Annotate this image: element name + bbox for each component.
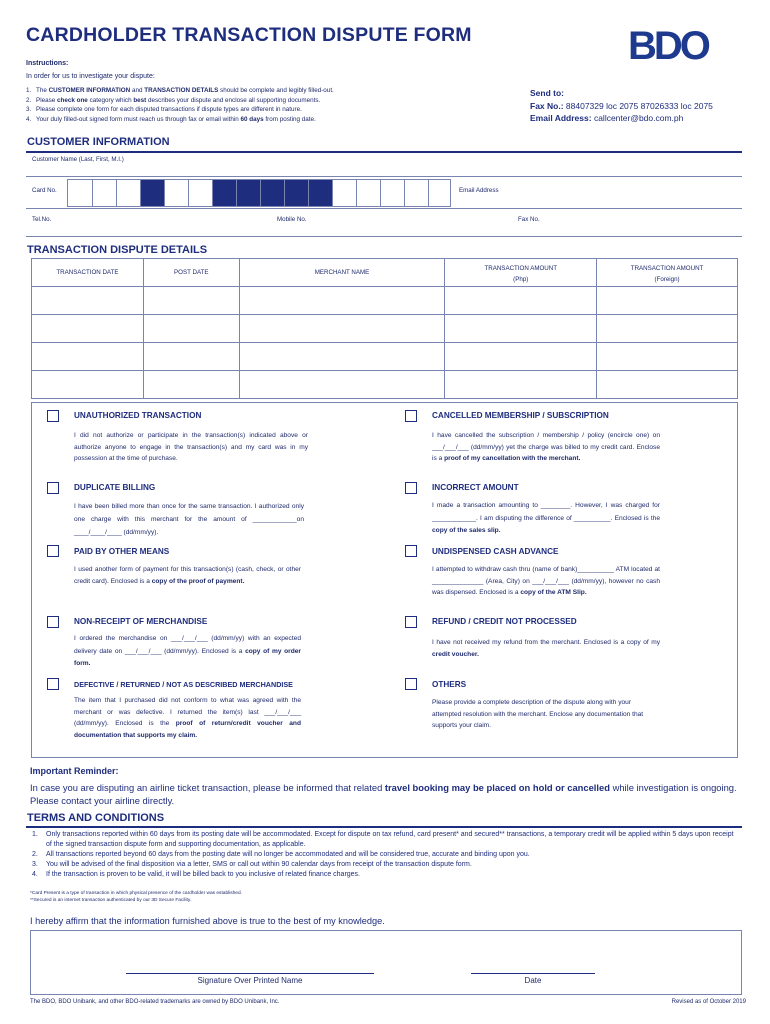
table-row — [32, 315, 738, 343]
undispensed-cash-title: UNDISPENSED CASH ADVANCE — [432, 547, 559, 556]
revision-note: Revised as of October 2019 — [671, 999, 746, 1005]
instruction-item: 2. Please check one category which best describes your dispute and enclose all supporting documents. — [26, 96, 321, 104]
table-cell[interactable] — [445, 287, 597, 315]
customer-info-heading: CUSTOMER INFORMATION — [27, 136, 170, 148]
duplicate-billing-title: DUPLICATE BILLING — [74, 483, 156, 492]
signature-line — [126, 973, 374, 974]
table-cell[interactable] — [32, 287, 144, 315]
card-digit-masked — [236, 180, 260, 206]
form-title: CARDHOLDER TRANSACTION DISPUTE FORM — [26, 24, 472, 46]
card-digit-divider — [332, 180, 333, 206]
card-digit-divider — [356, 180, 357, 206]
duplicate-billing-text: I have been billed more than once for the same transaction. I authorized only one charge with this merchant for the amount of ____________on ____/____/____ (dd/mm/yy). — [74, 503, 304, 536]
reminder-heading: Important Reminder: — [30, 766, 119, 776]
divider — [26, 151, 742, 153]
affirmation-text: I hereby affirm that the information furnished above is true to the best of my knowledge. — [30, 916, 385, 926]
defective-checkbox[interactable] — [47, 678, 59, 690]
non-receipt-text: I ordered the merchandise on ___/___/___ (dd/mm/yy) with an expected delivery date on ___/___/___ (dd/mm/yy). Enclosed is a copy of my order form. — [74, 635, 301, 667]
unauthorized-checkbox[interactable] — [47, 410, 59, 422]
instructions-heading: Instructions: — [26, 60, 69, 67]
incorrect-amount-text: I made a transaction amounting to ________. However, I was charged for ____________. I am disputing the difference of __________. Enclosed is the copy of the sales slip. — [432, 502, 660, 534]
card-digit-masked — [140, 180, 164, 206]
terms-item: 1. Only transactions reported within 60 days from its posting date will be accommodated. Except for dispute on tax refund, card present* and secured** transactions, a temporary credit will be applied within 5 days upon receipt of the signed transaction dispute form and supporting documentation, as applicable. — [32, 831, 734, 848]
table-cell[interactable] — [143, 343, 239, 371]
instructions-list — [26, 86, 334, 124]
email-address-label: Email Address — [459, 187, 499, 194]
card-no-label: Card No. — [32, 187, 57, 194]
card-present-note: *Card Present is a type of transaction in which physical presence of the cardholder was established. — [30, 891, 242, 896]
send-to-block — [530, 87, 713, 125]
table-cell[interactable] — [32, 343, 144, 371]
incorrect-amount-title: INCORRECT AMOUNT — [432, 483, 519, 492]
card-digit-divider — [404, 180, 405, 206]
undispensed-cash-checkbox[interactable] — [405, 545, 417, 557]
email-line: Email Address: callcenter@bdo.com.ph — [530, 113, 684, 123]
cancelled-membership-checkbox[interactable] — [405, 410, 417, 422]
table-cell[interactable] — [32, 315, 144, 343]
defective-title: DEFECTIVE / RETURNED / NOT AS DESCRIBED MERCHANDISE — [74, 680, 293, 689]
instruction-item: 3. Please complete one form for each disputed transactions if dispute types are different in nature. — [26, 106, 302, 113]
date-label: Date — [524, 976, 542, 985]
fax-line: Fax No.: 88407329 loc 2075 87026333 loc 2075 — [530, 100, 713, 111]
customer-name-field[interactable] — [31, 154, 738, 176]
terms-item: 2. All transactions reported beyond 60 days from the posting date will no longer be accommodated and will be considered true, accurate and binding upon you. — [32, 851, 530, 858]
defective-text: The item that I purchased did not conform to what was agreed with the merchant or was defective. I returned the item(s) last ___/___/___ (dd/mm/yy). Enclosed is the proof of return/credit voucher and documentation that supports my claim. — [74, 697, 301, 739]
transaction-table — [31, 258, 738, 399]
duplicate-billing-checkbox[interactable] — [47, 482, 59, 494]
table-cell[interactable] — [143, 371, 239, 399]
refund-not-processed-checkbox[interactable] — [405, 616, 417, 628]
card-digit-divider — [116, 180, 117, 206]
bdo-logo: BDO — [628, 24, 708, 68]
mobile-no-field[interactable] — [316, 210, 512, 234]
tel-no-field[interactable] — [60, 210, 270, 234]
card-number-field[interactable] — [67, 179, 451, 207]
terms-list — [32, 830, 737, 880]
table-cell[interactable] — [143, 287, 239, 315]
fax-no-label: Fax No. — [518, 216, 540, 223]
terms-heading: TERMS AND CONDITIONS — [27, 812, 165, 824]
others-title: OTHERS — [432, 680, 467, 689]
fax-no-field[interactable] — [548, 210, 738, 234]
table-cell[interactable] — [597, 343, 738, 371]
table-cell[interactable] — [597, 315, 738, 343]
refund-not-processed-text: I have not received my refund from the merchant. Enclosed is a copy of my credit voucher. — [432, 639, 660, 658]
card-digit-divider — [188, 180, 189, 206]
divider — [26, 176, 742, 177]
instruction-item: 1. The CUSTOMER INFORMATION and TRANSACTION DETAILS should be complete and legibly filled-out. — [26, 87, 334, 94]
card-digit-masked — [284, 180, 308, 206]
terms-item: 3. You will be advised of the final disposition via a letter, SMS or call out within 90 calendar days from receipt of the transaction dispute form. — [32, 861, 472, 868]
card-digit-masked — [308, 180, 332, 206]
table-row — [32, 343, 738, 371]
card-digit-divider — [380, 180, 381, 206]
refund-not-processed-title: REFUND / CREDIT NOT PROCESSED — [432, 617, 577, 626]
table-cell[interactable] — [239, 371, 445, 399]
signature-label: Signature Over Printed Name — [197, 976, 303, 985]
paid-other-means-checkbox[interactable] — [47, 545, 59, 557]
trademark-note: The BDO, BDO Unibank, and other BDO-related trademarks are owned by BDO Unibank, Inc. — [30, 999, 280, 1005]
card-digit-divider — [164, 180, 165, 206]
table-row — [32, 287, 738, 315]
secured-note: **Secured is an internet transaction authenticated by our 3D Secure Facility. — [30, 898, 192, 903]
table-row — [32, 371, 738, 399]
date-line — [471, 973, 595, 974]
tel-no-label: Tel.No. — [32, 216, 52, 223]
table-cell[interactable] — [239, 343, 445, 371]
non-receipt-title: NON-RECEIPT OF MERCHANDISE — [74, 617, 208, 626]
column-transaction-date: TRANSACTION DATE — [32, 259, 144, 287]
table-cell[interactable] — [143, 315, 239, 343]
instruction-item: 4. Your duly filled-out signed form must reach us through fax or email within 60 days from posting date. — [26, 115, 316, 123]
card-digit-masked — [260, 180, 284, 206]
customer-name-label: Customer Name (Last, First, M.I.) — [32, 156, 124, 163]
signature-box[interactable] — [30, 930, 742, 995]
card-digit-divider — [92, 180, 93, 206]
card-digit-masked — [212, 180, 236, 206]
table-cell[interactable] — [597, 287, 738, 315]
divider — [26, 208, 742, 209]
table-cell[interactable] — [445, 343, 597, 371]
table-cell[interactable] — [239, 315, 445, 343]
reminder-text: In case you are disputing an airline ticket transaction, please be informed that related travel booking may be placed on hold or cancelled while investigation is ongoing. Please contact your airline directly. — [30, 782, 737, 806]
unauthorized-text: I did not authorize or participate in the transaction(s) indicated above or authorize anyone to engage in the transaction(s) and my card was in my possession at the time of purchase. — [74, 432, 308, 462]
paid-other-means-text: I used another form of payment for this transaction(s) (cash, check, or other credit card). Enclosed is a copy of the proof of payment. — [74, 566, 301, 585]
card-digit-divider — [428, 180, 429, 206]
column-amount-php: TRANSACTION AMOUNT (Php) — [445, 259, 597, 287]
divider — [26, 236, 742, 237]
divider — [26, 826, 742, 828]
cancelled-membership-title: CANCELLED MEMBERSHIP / SUBSCRIPTION — [432, 411, 609, 420]
email-address-field[interactable] — [455, 179, 738, 207]
incorrect-amount-checkbox[interactable] — [405, 482, 417, 494]
undispensed-cash-text: I attempted to withdraw cash thru (name of bank)__________ ATM located at ______________ (Area, City) on ___/___/___ (dd/mm/yy), however no cash was dispensed. Enclosed is a copy of the ATM Slip. — [432, 566, 660, 596]
table-cell[interactable] — [445, 315, 597, 343]
table-cell[interactable] — [239, 287, 445, 315]
mobile-no-label: Mobile No. — [277, 216, 307, 223]
table-cell[interactable] — [32, 371, 144, 399]
column-amount-foreign: TRANSACTION AMOUNT (Foreign) — [597, 259, 738, 287]
cancelled-membership-text: I have cancelled the subscription / membership / policy (encircle one) on ___/___/___ (dd/mm/yy) yet the charge was billed to my credit card. Enclose is a proof of my cancellation with the merchant. — [432, 432, 660, 462]
non-receipt-checkbox[interactable] — [47, 616, 59, 628]
transaction-details-heading: TRANSACTION DISPUTE DETAILS — [27, 244, 208, 256]
unauthorized-title: UNAUTHORIZED TRANSACTION — [74, 411, 202, 420]
column-post-date: POST DATE — [143, 259, 239, 287]
terms-item: 4. If the transaction is proven to be valid, it will be billed back to you inclusive of related finance charges. — [32, 871, 361, 878]
table-header-row — [32, 259, 738, 287]
paid-other-means-title: PAID BY OTHER MEANS — [74, 547, 170, 556]
others-checkbox[interactable] — [405, 678, 417, 690]
instructions-intro: In order for us to investigate your dispute: — [26, 73, 155, 80]
table-cell[interactable] — [445, 371, 597, 399]
others-text: Please provide a complete description of the dispute along with your attempted resolution with the merchant. Enclose any documentation that supports your claim. — [432, 699, 644, 729]
column-merchant-name: MERCHANT NAME — [239, 259, 445, 287]
table-cell[interactable] — [597, 371, 738, 399]
send-to-label: Send to: — [530, 88, 564, 98]
